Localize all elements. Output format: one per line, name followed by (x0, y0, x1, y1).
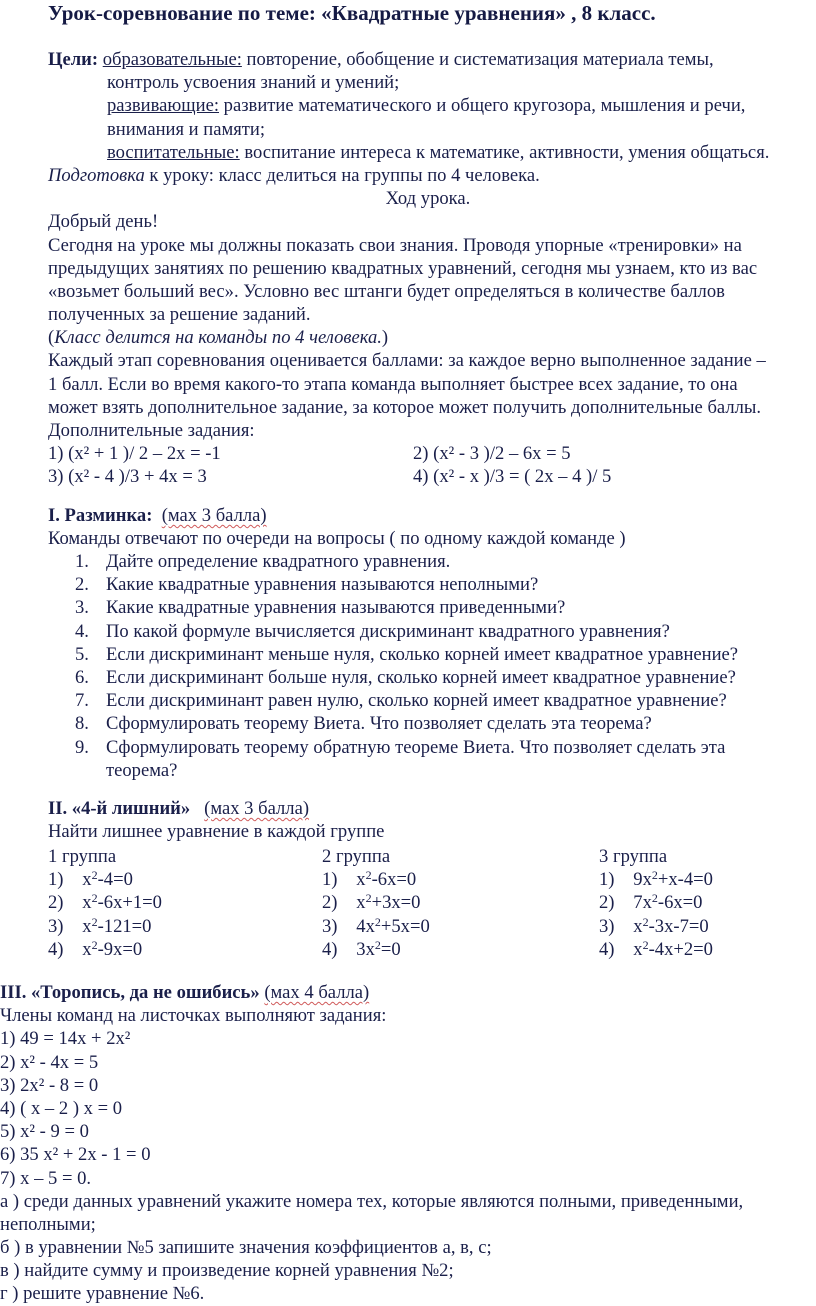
section-description: Найти лишнее уравнение в каждой группе (48, 821, 385, 843)
section-score: (мах 3 балла) (204, 798, 310, 819)
equation-item: 1) $9x^2+x-4=0$ (599, 868, 713, 891)
extra-task: 4) (x² - x )/3 = ( 2x – 4 )/ 5 (413, 466, 612, 488)
equation-item: 1) 49 = 14x + 2x² (0, 1028, 131, 1050)
task-item: г ) решите уравнение №6. (0, 1283, 205, 1305)
developing-label: развивающие: (107, 95, 219, 117)
section-heading: II. «4-й лишний» (48, 798, 191, 819)
equation-item: 3) 2x² - 8 = 0 (0, 1074, 99, 1096)
section-odd-one-out (48, 797, 816, 843)
equation-item: 3) $x^2-121=0$ (48, 914, 152, 937)
question-item: 2. Какие квадратные уравнения называются неполными? (75, 574, 539, 596)
educational-text: повторение, обобщение и систематизация материала темы, (241, 49, 714, 70)
equation-item: 4) ( x – 2 ) x = 0 (0, 1097, 123, 1119)
equation-item: 4) $x^2-4x+2=0$ (599, 937, 713, 960)
question-item: 8. Сформулировать теорему Виета. Что позволяет сделать эта теорема? (75, 713, 652, 735)
intro-line: «возьмет больший вес». Условно вес штанги будет определяться в количестве баллов (48, 280, 725, 302)
task-item: в ) найдите сумму и произведение корней уравнения №2; (0, 1260, 454, 1282)
equation-item: 5) x² - 9 = 0 (0, 1121, 89, 1143)
group-1 (48, 845, 162, 961)
extra-task: 3) (x² - 4 )/3 + 4x = 3 (48, 466, 207, 488)
task-item: б ) в уравнении №5 запишите значения коэффициентов а, в, с; (0, 1237, 492, 1259)
question-item: 4. По какой формуле вычисляется дискриминант квадратного уравнения? (75, 620, 670, 642)
equation-item: 2) $x^2-6x+1=0$ (48, 891, 162, 914)
equation-item: 7) x – 5 = 0. (0, 1167, 92, 1189)
goals-label: Цели: (48, 49, 99, 70)
equation-item: 2) $7x^2-6x=0$ (599, 891, 703, 914)
equation-item: 6) 35 x² + 2x - 1 = 0 (0, 1144, 151, 1166)
scoring-line: может взять дополнительное задание, за которое может получить дополнительные баллы. (48, 396, 762, 418)
equation-item: 2) x² - 4x = 5 (0, 1051, 99, 1073)
scoring-line: 1 балл. Если во время какого-то этапа команда выполняет быстрее всех задание, то она (48, 373, 738, 395)
section-description: Команды отвечают по очереди на вопросы ( по одному каждой команде ) (48, 528, 626, 550)
section-description: Члены команд на листочках выполняют задания: (0, 1005, 387, 1027)
developing-text: развитие математического и общего кругозора, мышления и речи, (219, 95, 746, 117)
group-3 (599, 845, 713, 961)
group-title: 3 группа (599, 846, 668, 867)
goals-section (48, 48, 816, 489)
question-item: 9. Сформулировать теорему обратную теореме Виета. Что позволяет сделать эта (75, 736, 726, 758)
section-warmup (48, 504, 816, 550)
class-note-text: Класс делится на команды по 4 человека. (54, 327, 382, 349)
question-item: 7. Если дискриминант равен нулю, сколько корней имеет квадратное уравнение? (75, 690, 727, 712)
educational-label: образовательные: (102, 49, 242, 70)
equation-item: 1) $x^2-4=0$ (48, 868, 133, 891)
equation-item: 3) $x^2-3x-7=0$ (599, 914, 709, 937)
group-title: 2 группа (322, 846, 391, 867)
document-title: Урок-соревнование по теме: «Квадратные уравнения» , 8 класс. (48, 1, 656, 25)
educational-text-2: контроль усвоения знаний и умений; (107, 72, 400, 94)
intro-line: полученных за решение заданий. (48, 304, 311, 326)
scoring-line: Каждый этап соревнования оценивается баллами: за каждое верно выполненное задание – (48, 350, 766, 372)
extra-task: 1) (x² + 1 )/ 2 – 2x = -1 (48, 443, 221, 465)
intro-line: предыдущих занятиях по решению квадратных уравнений, сегодня мы узнаем, кто из вас (48, 257, 758, 279)
intro-line: Сегодня на уроке мы должны показать свои знания. Проводя упорные «тренировки» на (48, 234, 742, 256)
class-note: (Класс делится на команды по 4 человека.) (48, 327, 389, 349)
group-2 (322, 845, 430, 961)
section-heading: I. Разминка: (48, 505, 153, 526)
equation-item: 4) $3x^2=0$ (322, 937, 401, 960)
question-item: 5. Если дискриминант меньше нуля, сколько корней имеет квадратное уравнение? (75, 643, 739, 665)
group-title: 1 группа (48, 846, 117, 867)
preparation-text: к уроку: класс делиться на группы по 4 человека. (144, 164, 540, 186)
section-heading: III. «Торопись, да не ошибись» (0, 982, 260, 1003)
developing-text-2: внимания и памяти; (107, 118, 266, 140)
task-item: а ) среди данных уравнений укажите номера тех, которые являются полными, приведенными, (0, 1190, 744, 1212)
lesson-heading: Ход урока. (385, 188, 471, 210)
upbringing-text: воспитание интереса к математике, активности, умения общаться. (239, 141, 770, 163)
section-score: (мах 4 балла) (264, 982, 370, 1003)
preparation-label: Подготовка (48, 164, 145, 186)
greeting: Добрый день! (48, 211, 159, 233)
question-item: 1. Дайте определение квадратного уравнения. (75, 551, 451, 572)
question-item-continued: теорема? (106, 759, 178, 781)
question-item: 3. Какие квадратные уравнения называются приведенными? (75, 597, 566, 619)
section-hurry (0, 981, 816, 1306)
upbringing-label: воспитательные: (107, 141, 240, 163)
equation-item: 3) $4x^2+5x=0$ (322, 914, 430, 937)
task-item-continued: неполными; (0, 1213, 96, 1235)
extra-task: 2) (x² - 3 )/2 – 6x = 5 (413, 443, 571, 465)
section-score: (мах 3 балла) (161, 505, 267, 526)
equation-item: 2) $x^2+3x=0$ (322, 891, 421, 914)
extra-tasks-label: Дополнительные задания: (48, 420, 255, 441)
equation-item: 1) $x^2-6x=0$ (322, 868, 417, 891)
question-item: 6. Если дискриминант больше нуля, сколько корней имеет квадратное уравнение? (75, 666, 736, 688)
equation-item: 4) $x^2-9x=0$ (48, 937, 143, 960)
warmup-questions (75, 550, 738, 782)
